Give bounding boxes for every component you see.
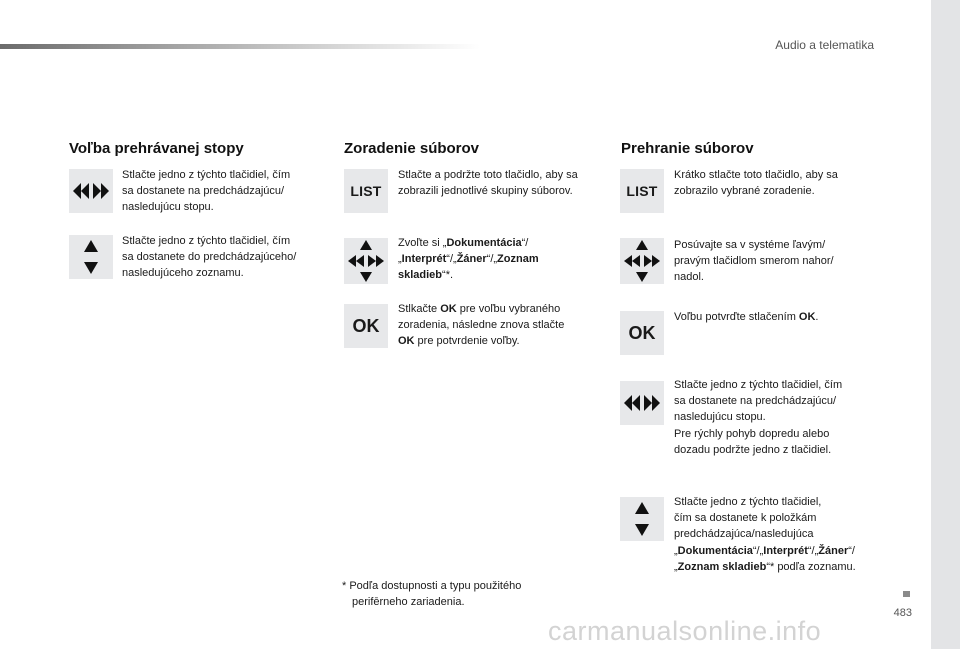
c3-p2: Posúvajte sa v systéme ľavým/ pravým tlačidlom smerom nahor/ nadol. bbox=[674, 239, 834, 284]
dpad-button bbox=[344, 238, 388, 284]
c2-p3: Stlkačte OK pre voľbu vybraného zoradenia, následne znova stlačte OK pre potvrdenie voľby. bbox=[398, 303, 565, 348]
prev-next-icon bbox=[622, 394, 662, 412]
c1-p2: Stlačte jedno z týchto tlačidiel, čím sa dostanete do predchádzajúceho/ nasledujúceho zoznamu. bbox=[122, 235, 297, 280]
up-down-icon bbox=[634, 500, 650, 538]
column-title-file-sorting: Zoradenie súborov bbox=[344, 140, 480, 157]
section-label: Audio a telematika bbox=[775, 38, 874, 52]
list-button: LIST bbox=[344, 169, 388, 213]
column-title-track-selection: Voľba prehrávanej stopy bbox=[69, 140, 244, 157]
header-gradient-bar bbox=[0, 44, 480, 49]
prev-next-buttons bbox=[69, 169, 113, 213]
footnote: * Podľa dostupnosti a typu použitého perifērneho zariadenia. bbox=[342, 580, 522, 609]
dpad-button-2 bbox=[620, 238, 664, 284]
up-down-icon bbox=[83, 238, 99, 276]
column-title-file-playback: Prehranie súborov bbox=[621, 140, 754, 157]
c3-p4: Stlačte jedno z týchto tlačidiel, čím sa dostanete na predchádzajúcu/ nasledujúcu stopu. Pre rýchly pohyb dopredu alebo dozadu podržte jedno z tlačidiel. bbox=[674, 379, 843, 456]
ok-button-2: OK bbox=[620, 311, 664, 355]
side-strip bbox=[931, 0, 960, 649]
c3-p5: Stlačte jedno z týchto tlačidiel, čím sa dostanete k položkám predchádzajúca/nasledujúca „Dokumentácia“/„Interprét“/„Žáner“/ „Zoznam skladieb“* podľa zoznamu. bbox=[674, 496, 856, 573]
page-marker bbox=[903, 591, 910, 597]
list-button-2: LIST bbox=[620, 169, 664, 213]
c3-p3: Voľbu potvrďte stlačením OK. bbox=[674, 311, 819, 323]
ok-button: OK bbox=[344, 304, 388, 348]
c2-p2: Zvoľte si „Dokumentácia“/ „Interprét“/„Žáner“/„Zoznam skladieb“*. bbox=[398, 237, 539, 282]
up-down-buttons-2 bbox=[620, 497, 664, 541]
up-down-buttons bbox=[69, 235, 113, 279]
c2-p1: Stlačte a podržte toto tlačidlo, aby sa zobrazili jednotlivé skupiny súborov. bbox=[398, 169, 578, 198]
watermark: carmanualsonline.info bbox=[548, 616, 822, 646]
c1-p1: Stlačte jedno z týchto tlačidiel, čím sa dostanete na predchádzajúcu/ nasledujúcu stopu. bbox=[122, 169, 291, 214]
prev-next-icon bbox=[71, 182, 111, 200]
c3-p1: Krátko stlačte toto tlačidlo, aby sa zobrazilo vybrané zoradenie. bbox=[674, 169, 838, 198]
dpad-icon bbox=[621, 239, 663, 283]
page-number: 483 bbox=[893, 607, 912, 619]
dpad-icon bbox=[345, 239, 387, 283]
prev-next-buttons-2 bbox=[620, 381, 664, 425]
